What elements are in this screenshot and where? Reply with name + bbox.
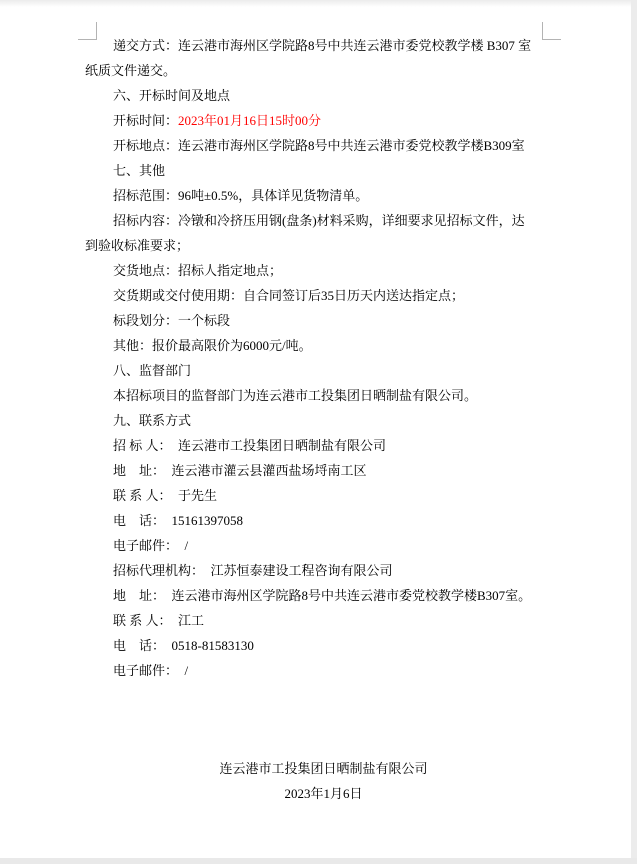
text-line: 六、开标时间及地点: [113, 88, 231, 103]
text-line: 2023年1月6日: [284, 786, 363, 801]
text-line: 纸质文件递交。: [85, 63, 177, 78]
text-line: 联 系 人： 于先生: [113, 488, 218, 503]
text-line: 地 址： 连云港市灌云县灌西盐场埒南工区: [113, 463, 367, 478]
text-line: 标段划分：一个标段: [113, 313, 231, 328]
text-line: 电子邮件： /: [113, 663, 189, 678]
text-line: 招 标 人： 连云港市工投集团日晒制盐有限公司: [113, 438, 387, 453]
text-line: 招标内容：冷镦和冷挤压用钢(盘条)材料采购，详细要求见招标文件，达: [113, 213, 525, 228]
text-line: 连云港市工投集团日晒制盐有限公司: [219, 761, 428, 776]
text-line: 电 话： 0518-81583130: [113, 638, 254, 653]
highlighted-text: 2023年01月16日15时00分: [178, 113, 322, 128]
document-page: [85, 33, 562, 806]
window-background-top: [0, 0, 637, 7]
text-line: 其他：报价最高限价为6000元/吨。: [113, 338, 312, 353]
text-line: 开标地点：连云港市海州区学院路8号中共连云港市委党校教学楼B309室: [113, 138, 525, 153]
text-line: 九、联系方式: [113, 413, 192, 428]
text-line: 到验收标准要求；: [85, 238, 190, 253]
text-line: 交货地点：招标人指定地点；: [113, 263, 283, 278]
text-line: 地 址： 连云港市海州区学院路8号中共连云港市委党校教学楼B307室。: [113, 588, 532, 603]
text-line: 八、监督部门: [113, 363, 192, 378]
text-segment: 开标时间：: [113, 113, 179, 128]
text-line: 递交方式：连云港市海州区学院路8号中共连云港市委党校教学楼 B307 室: [113, 38, 532, 53]
window-background-right: [631, 0, 637, 864]
window-background-bottom: [0, 858, 637, 864]
text-line: 交货期或交付使用期：自合同签订后35日历天内送达指定点；: [113, 288, 465, 303]
text-line: 电子邮件： /: [113, 538, 189, 553]
text-line: 电 话： 15161397058: [113, 513, 244, 528]
text-line: 七、其他: [113, 163, 166, 178]
text-line: 联 系 人： 江工: [113, 613, 205, 628]
text-line: 招标代理机构： 江苏恒泰建设工程咨询有限公司: [113, 563, 393, 578]
blank-space: [85, 683, 562, 756]
text-line: 招标范围：96吨±0.5%，具体详见货物清单。: [113, 188, 369, 203]
text-line: [85, 108, 562, 133]
text-line: 本招标项目的监督部门为连云港市工投集团日晒制盐有限公司。: [113, 388, 478, 403]
